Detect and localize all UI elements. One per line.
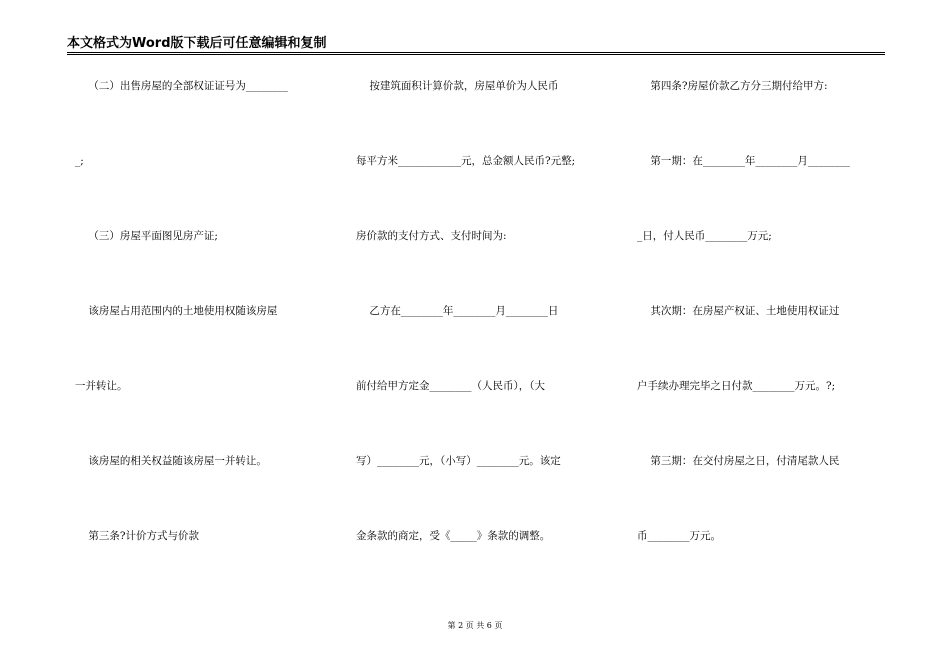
column-3-line: 第四条?房屋价款乙方分三期付给甲方: <box>637 80 828 92</box>
column-2-line: 前付给甲方定金________（人民币），（大 <box>356 380 545 392</box>
column-3-line: 第一期：在________年________月________ <box>637 155 850 167</box>
column-3-line: 其次期：在房屋产权证、土地使用权证过 <box>637 305 840 317</box>
column-2-line: 按建筑面积计算价款，房屋单价为人民币 <box>356 80 559 92</box>
column-2-line: 房价款的支付方式、支付时间为: <box>356 230 507 242</box>
column-3-line: 户手续办理完毕之日付款________万元。?; <box>637 380 836 392</box>
text-column-2 <box>356 0 606 672</box>
column-2-line: 乙方在________年________月________日 <box>356 305 559 317</box>
column-3-line: 第三期：在交付房屋之日，付清尾款人民 <box>637 455 840 467</box>
column-2-line: 写）________元，（小写）________元。该定 <box>356 455 561 467</box>
column-2-line: 金条款的商定，受《_____》条款的调整。 <box>356 530 551 542</box>
page-number: 第 2 页 共 6 页 <box>447 621 503 630</box>
column-3-line: _日，付人民币________万元; <box>637 230 772 242</box>
column-1-line: 第三条?计价方式与价款 <box>75 530 199 542</box>
column-3-line: 币________万元。 <box>637 530 721 542</box>
text-column-1 <box>75 0 325 672</box>
document-header-title: 本文格式为Word版下载后可任意编辑和复制 <box>67 36 327 51</box>
column-1-line: 一并转让。 <box>75 380 128 392</box>
column-1-line: _; <box>75 155 84 167</box>
column-2-line: 每平方米____________元，总金额人民币?元整; <box>356 155 576 167</box>
column-1-line: （三）房屋平面图见房产证; <box>75 230 218 242</box>
column-1-line: 该房屋的相关权益随该房屋一并转让。 <box>75 455 267 467</box>
column-1-line: （二）出售房屋的全部权证证号为________ <box>75 80 288 92</box>
text-column-3 <box>637 0 887 672</box>
column-1-line: 该房屋占用范围内的土地使用权随该房屋 <box>75 305 278 317</box>
